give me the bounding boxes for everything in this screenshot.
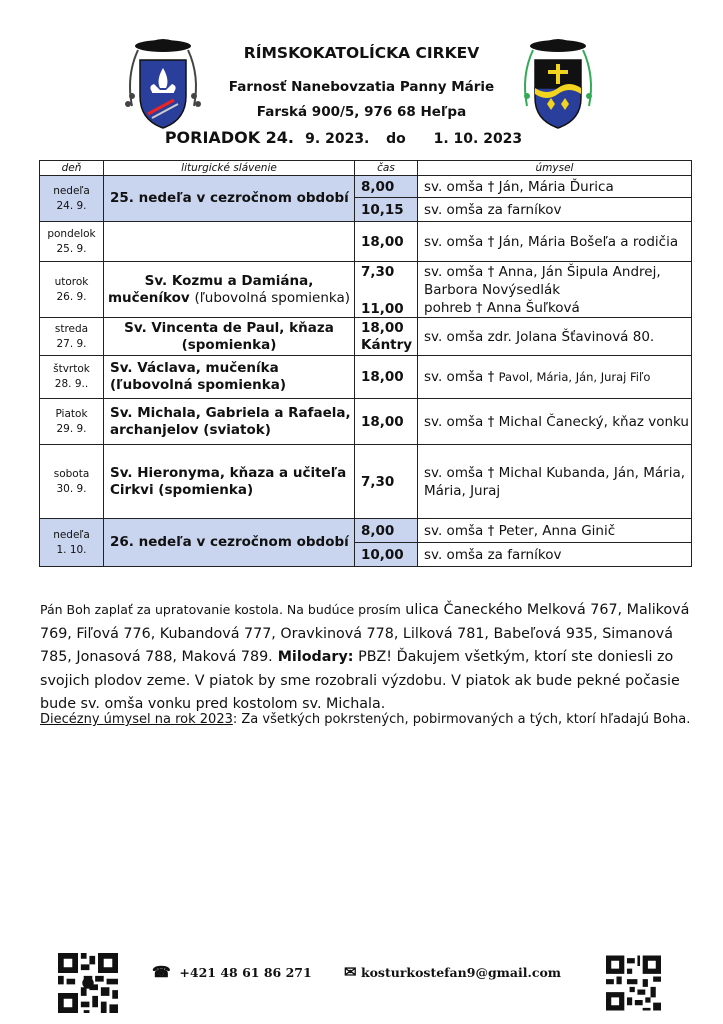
day-name: nedeľa <box>53 184 90 197</box>
day-date: 27. 9. <box>56 337 87 350</box>
table-row <box>40 176 692 198</box>
intention-cell: sv. omša za farníkov <box>418 198 692 222</box>
time-1: 18,00 <box>361 319 404 336</box>
intention-cell: sv. omša † Ján, Mária Bošeľa a rodičia <box>418 222 692 262</box>
day-cell <box>40 445 104 519</box>
time-cell: 10,15 <box>355 198 418 222</box>
title-prefix: PORIADOK 24. <box>164 128 295 147</box>
day-name: utorok <box>54 275 89 288</box>
ember-days-label: Kántry <box>361 336 413 353</box>
intention-cell: sv. omša † Ján, Mária Ďurica <box>418 176 692 198</box>
table-row <box>40 399 692 445</box>
day-date: 28. 9.. <box>54 378 89 390</box>
liturgy-line-2: (spomienka) <box>181 336 277 353</box>
day-date: 29. 9. <box>56 422 87 435</box>
intention-cell <box>418 356 692 399</box>
time-cell: 18,00 <box>355 222 418 262</box>
time-cell: 8,00 <box>355 519 418 543</box>
day-name: Piatok <box>55 407 88 420</box>
mass-schedule-table <box>39 160 692 567</box>
day-name: sobota <box>53 467 90 480</box>
liturgy-line-2: Cirkvi (spomienka) <box>110 481 254 498</box>
intention-cell: sv. omša † Michal Čanecký, kňaz vonku <box>418 399 692 445</box>
day-cell <box>40 519 104 567</box>
day-name: štvrtok <box>53 363 90 375</box>
liturgy-cell: 25. nedeľa v cezročnom období <box>104 176 355 222</box>
col-header-intention: úmysel <box>418 161 692 176</box>
liturgy-cell <box>104 222 355 262</box>
intention-cell: sv. omša zdr. Jolana Šťavinová 80. <box>418 318 692 356</box>
liturgy-line-2: archanjelov (sviatok) <box>110 421 271 438</box>
day-date: 24. 9. <box>56 199 87 212</box>
liturgy-cell <box>104 318 355 356</box>
diocesan-intention <box>40 712 700 727</box>
day-date: 30. 9. <box>56 482 87 495</box>
liturgy-line-1: Sv. Kozmu a Damiána, <box>144 272 314 289</box>
time-cell <box>355 262 418 318</box>
email-address: kosturkostefan9@gmail.com <box>360 965 562 980</box>
intention-line: sv. omša † Anna, Ján Šipula Andrej, <box>424 263 661 280</box>
day-name: pondelok <box>47 227 96 240</box>
announcement-rest: PBZ! Ďakujem všetkým, ktorí ste doniesli zo svojich plodov zeme. V piatok by sme rozobrali výzdobu. V piatok ak bude pekné počasie bude sv. omša vonku pred kostolom sv. Michala. <box>40 649 680 712</box>
announcement-cleaning: ulica Čaneckého Melková 767, Maliková 769, Fiľová 776, Kubandová 777, Oravkinová 778, Lilková 781, Babeľová 935, Simanová 785, Jonasová 788, Maková 789. <box>40 602 690 665</box>
liturgy-cell <box>104 445 355 519</box>
email-contact <box>344 963 561 981</box>
announcement-thanks: Pán Boh zaplať za upratovanie kostola. Na budúce prosím <box>40 602 401 617</box>
intention-line: Barbora Novýsedlák <box>424 281 561 298</box>
liturgy-cell <box>104 356 355 399</box>
day-name: nedeľa <box>53 528 90 541</box>
time-cell: 18,00 <box>355 399 418 445</box>
day-date: 26. 9. <box>56 290 87 303</box>
time-cell: 7,30 <box>355 445 418 519</box>
day-cell <box>40 318 104 356</box>
title-to: 1. 10. 2023 <box>433 131 523 147</box>
time-cell <box>355 318 418 356</box>
table-row <box>40 262 692 318</box>
intention-cell <box>418 445 692 519</box>
time-cell: 10,00 <box>355 543 418 567</box>
col-header-day: deň <box>40 161 104 176</box>
time-2: 11,00 <box>361 301 404 317</box>
announcement-donations-label: Milodary: <box>272 649 354 665</box>
time-1: 7,30 <box>361 264 395 280</box>
time-cell: 8,00 <box>355 176 418 198</box>
intention-line: pohreb † Anna Šuľková <box>424 299 580 316</box>
liturgy-note: (ľubovolná spomienka) <box>194 289 351 306</box>
table-row <box>40 222 692 262</box>
intention-line: Mária, Juraj <box>424 482 501 499</box>
intention-text: sv. omša † <box>424 369 495 385</box>
qr-code-right <box>606 953 661 1013</box>
title-do: do <box>386 131 406 147</box>
liturgy-cell: 26. nedeľa v cezročnom období <box>104 519 355 567</box>
day-date: 25. 9. <box>56 242 87 255</box>
intention-names: Pavol, Mária, Ján, Juraj Fiľo <box>498 370 651 384</box>
qr-code-left <box>58 953 118 1013</box>
day-cell <box>40 356 104 399</box>
title-from: 9. 2023. <box>305 131 370 147</box>
time-cell: 18,00 <box>355 356 418 399</box>
schedule-title <box>0 128 705 147</box>
day-cell <box>40 176 104 222</box>
day-cell <box>40 222 104 262</box>
liturgy-cell <box>104 399 355 445</box>
day-name: streda <box>54 322 89 335</box>
day-cell <box>40 262 104 318</box>
phone-contact <box>152 963 312 981</box>
parish-name: Farnosť Nanebovzatia Panny Márie <box>228 79 495 95</box>
intention-cell <box>418 262 692 318</box>
col-header-liturgy: liturgické slávenie <box>104 161 355 176</box>
intention-line: sv. omša † Michal Kubanda, Ján, Mária, <box>424 464 686 481</box>
intention-cell: sv. omša † Peter, Anna Ginič <box>418 519 692 543</box>
table-row <box>40 445 692 519</box>
liturgy-line-1: Sv. Hieronyma, kňaza a učiteľa <box>110 464 347 481</box>
intention-cell: sv. omša za farníkov <box>418 543 692 567</box>
email-icon: ✉ <box>344 963 357 981</box>
liturgy-cell <box>104 262 355 318</box>
phone-number: +421 48 61 86 271 <box>179 965 312 980</box>
parish-address: Farská 900/5, 976 68 Heľpa <box>256 104 467 120</box>
table-row <box>40 519 692 543</box>
table-row <box>40 356 692 399</box>
liturgy-line-1: Sv. Michala, Gabriela a Rafaela, <box>110 404 351 421</box>
table-row <box>40 318 692 356</box>
diocesan-intention-text: : Za všetkých pokrstených, pobirmovaných a tých, ktorí hľadajú Boha. <box>232 712 691 727</box>
liturgy-line-2: (ľubovolná spomienka) <box>110 377 287 393</box>
diocesan-intention-label: Diecézny úmysel na rok 2023 <box>40 712 233 727</box>
liturgy-line-2: mučeníkov (ľubovolná spomienka) <box>107 289 351 306</box>
day-cell <box>40 399 104 445</box>
liturgy-line-1: Sv. Vincenta de Paul, kňaza <box>124 319 334 336</box>
church-name: RÍMSKOKATOLÍCKA CIRKEV <box>243 44 480 62</box>
phone-icon: ☎ <box>152 963 171 981</box>
liturgy-line-1: Sv. Václava, mučeníka <box>110 360 279 376</box>
announcements-paragraph <box>40 598 690 717</box>
col-header-time: čas <box>355 161 418 176</box>
table-header-row <box>40 161 692 176</box>
day-date: 1. 10. <box>56 543 87 556</box>
